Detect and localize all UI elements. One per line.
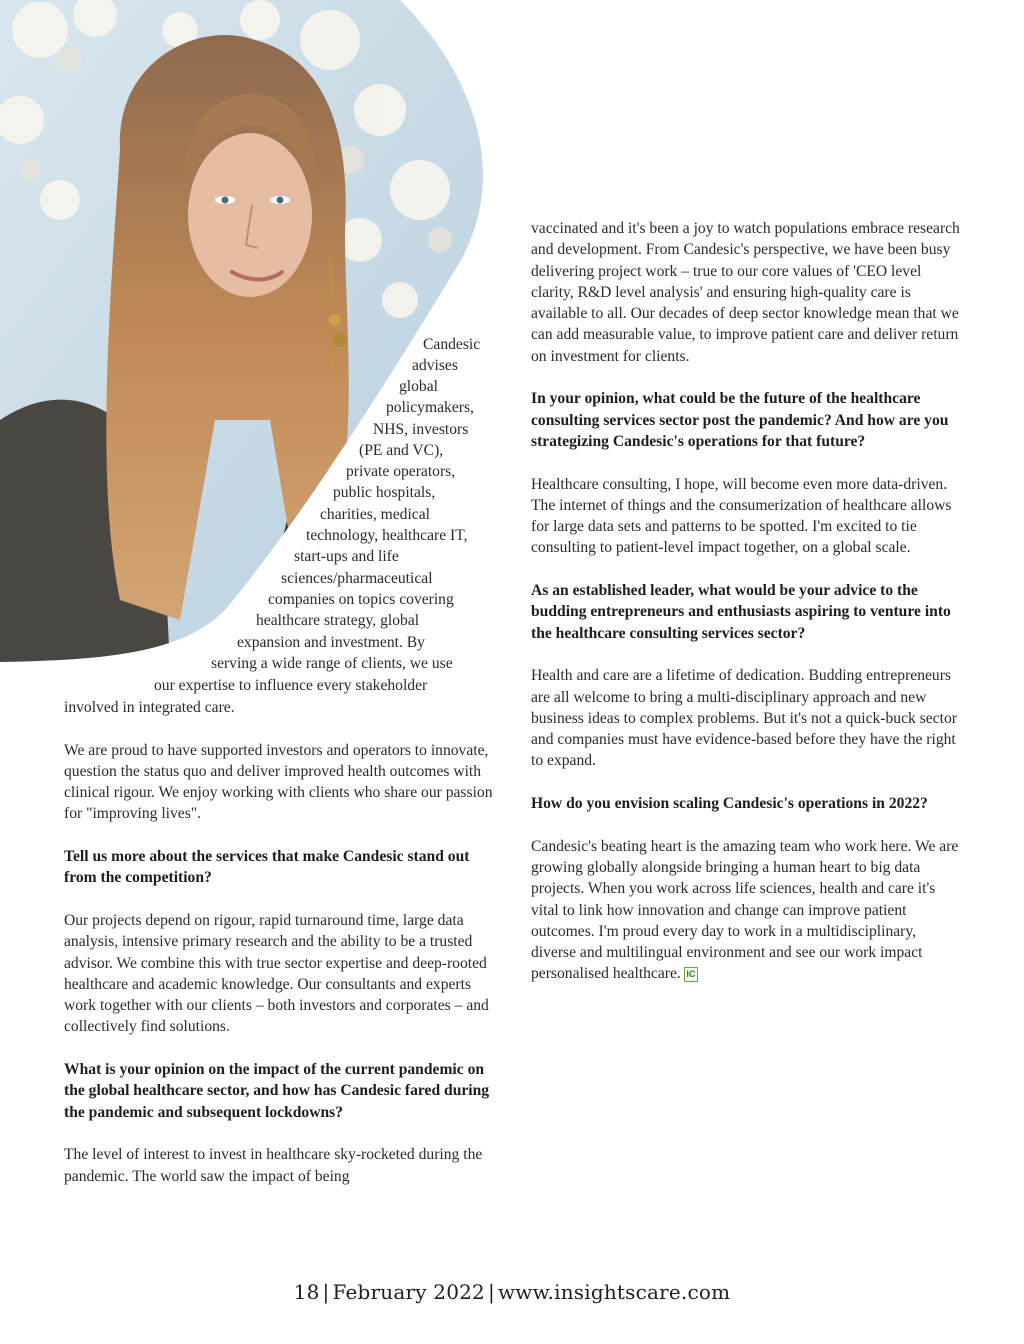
intro-line: healthcare strategy, global <box>256 612 420 629</box>
closing-text: Candesic's beating heart is the amazing team who work here. We are growing globally alongside bringing a human heart to big data projects. When you work across life sciences, health and care it's vital to link how innovation and change can improve patient outcomes. I'm proud every day to work in a multidisciplinary, diverse and multilingual environment and see our work impact personalised healthcare. <box>531 837 959 983</box>
intro-line: expansion and investment. By <box>237 634 425 651</box>
paragraph: We are proud to have supported investors and operators to innovate, question the status quo and deliver improved health outcomes with clinical rigour. We enjoy working with clients who share our passion for "improving lives". <box>64 741 493 823</box>
page-footer <box>0 1280 1024 1304</box>
closing-paragraph <box>531 836 963 985</box>
intro-line: Candesic <box>423 336 481 353</box>
right-column <box>531 218 963 1006</box>
paragraph: Healthcare consulting, I hope, will become even more data-driven. The internet of things and the consumerization of healthcare allows for large data sets and patterns to be spotted. I'm excited to tie consulting to patient-level impact together, on a global scale. <box>531 475 952 557</box>
question-heading: In your opinion, what could be the future of the healthcare consulting services sector post the pandemic? And how are you strategizing Candesic's operations for that future? <box>531 390 949 450</box>
intro-line: NHS, investors <box>373 421 469 438</box>
footer-separator: | <box>488 1280 495 1304</box>
intro-line: sciences/pharmaceutical <box>281 570 433 587</box>
intro-line: private operators, <box>346 463 456 480</box>
portrait-photo <box>0 0 500 665</box>
paragraph: Health and care are a lifetime of dedication. Budding entrepreneurs are all welcome to bring a multi-disciplinary approach and new business ideas to complex problems. But it's not a quick-buck sector and companies must have evidence-based before they have the right to expand. <box>531 667 957 770</box>
intro-line: public hospitals, <box>333 484 436 501</box>
intro-line: global <box>399 378 438 395</box>
question-heading: What is your opinion on the impact of the current pandemic on the global healthcare sector, and how has Candesic fared during the pandemic and subsequent lockdowns? <box>64 1061 490 1121</box>
question-heading: How do you envision scaling Candesic's operations in 2022? <box>531 795 928 813</box>
left-column <box>64 697 494 1208</box>
question-heading: As an established leader, what would be your advice to the budding entrepreneurs and enthusiasts aspiring to venture into the healthcare consulting services sector? <box>531 582 951 642</box>
issue-date: February 2022 <box>332 1280 485 1304</box>
paragraph: involved in integrated care. <box>64 699 235 716</box>
intro-line: policymakers, <box>386 399 474 416</box>
intro-line: charities, medical <box>320 506 430 523</box>
insights-care-end-mark-icon: IC <box>684 967 698 982</box>
intro-line: advises <box>412 357 458 374</box>
intro-line: (PE and VC), <box>359 442 444 459</box>
intro-line: start-ups and life <box>294 548 399 565</box>
intro-line: companies on topics covering <box>268 591 454 608</box>
paragraph: Our projects depend on rigour, rapid turnaround time, large data analysis, intensive primary research and the ability to be a trusted advisor. We combine this with true sector expertise and deep-rooted healthcare and academic knowledge. Our consultants and experts work together with our clients – both investors and corporates – and collectively find solutions. <box>64 911 489 1036</box>
intro-line: our expertise to influence every stakeholder <box>154 677 428 694</box>
intro-line: technology, healthcare IT, <box>306 527 468 544</box>
paragraph: The level of interest to invest in healthcare sky-rocketed during the pandemic. The world saw the impact of being <box>64 1146 483 1185</box>
paragraph: vaccinated and it's been a joy to watch populations embrace research and development. From Candesic's perspective, we have been busy delivering project work – true to our core values of 'CEO level clarity, R&D level analysis' and ensuring high-quality care is available to all. Our decades of deep sector knowledge mean that we can add measurable value, to improve patient care and deliver return on investment for clients. <box>531 220 960 365</box>
page-number: 18 <box>293 1280 320 1304</box>
question-heading: Tell us more about the services that make Candesic stand out from the competition? <box>64 848 470 887</box>
footer-separator: | <box>322 1280 330 1304</box>
website-link[interactable]: www.insightscare.com <box>497 1280 731 1304</box>
intro-line: serving a wide range of clients, we use <box>211 655 453 672</box>
